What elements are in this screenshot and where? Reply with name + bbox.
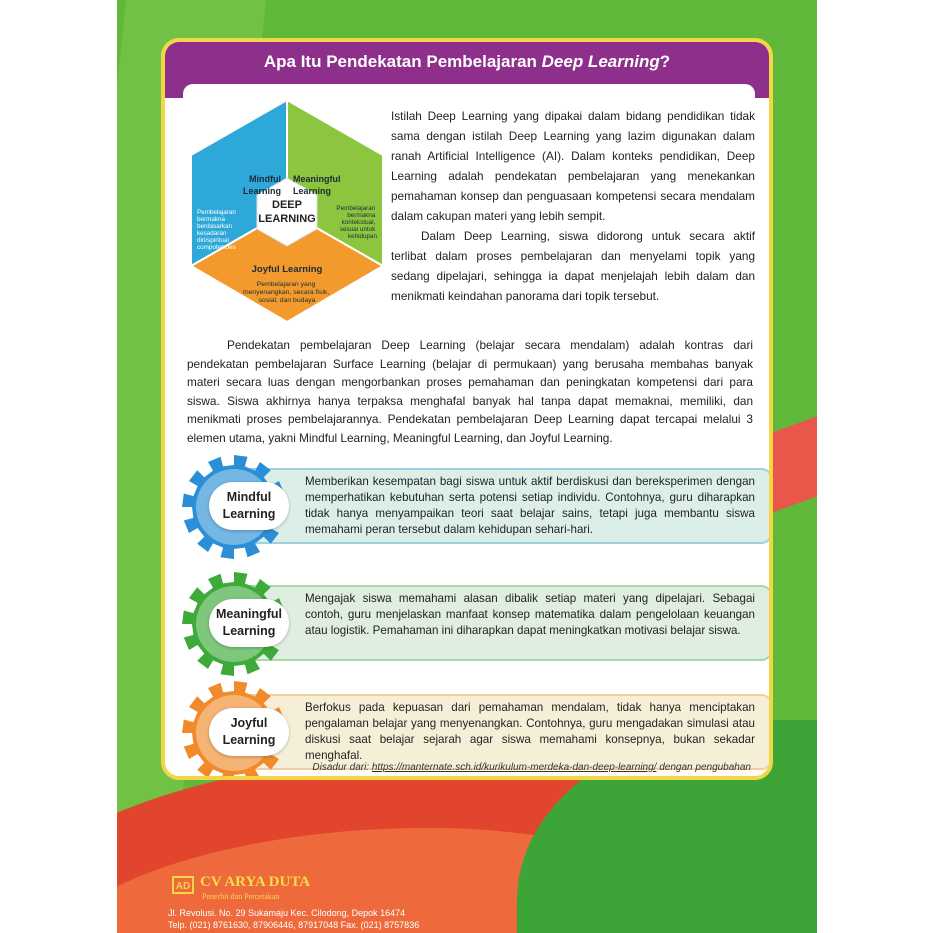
- source-prefix: Disadur dari:: [312, 762, 372, 773]
- header-edge: [183, 84, 755, 98]
- mindful-title-1: Mindful: [249, 174, 281, 184]
- element-label: Meaningful Learning: [209, 599, 289, 647]
- source-suffix: dengan pengubahan: [656, 762, 751, 773]
- intro-text: [391, 106, 755, 306]
- content-card: [161, 38, 773, 780]
- meaningful-title-1: Meaningful: [293, 174, 341, 184]
- title-end: ?: [659, 52, 671, 71]
- intro-paragraph-1: Istilah Deep Learning yang dipakai dalam bidang pendidikan tidak sama dengan istilah Deep Learning yang lazim digunakan dalam ranah Artificial Intelligence (AI). Dalam konteks pendidikan, Deep Learning adalah pendekatan pembelajaran yang menekankan pemahaman konsep dan penguasaan kompetensi secara mendalam dalam cakupan materi yang lebih sempit.: [391, 109, 755, 223]
- joyful-title: Joyful Learning: [251, 264, 323, 275]
- title-italic: Deep Learning: [541, 52, 660, 71]
- meaningful-title-2: Learning: [293, 186, 332, 196]
- publisher-logo: AD: [172, 876, 194, 894]
- element-label: Joyful Learning: [209, 708, 289, 756]
- publisher-subtitle: Penerbit dan Percetakan: [202, 892, 280, 901]
- page-title: [165, 52, 769, 72]
- title-text: Apa Itu Pendekatan Pembelajaran: [263, 52, 542, 71]
- joyful-desc: Pembelajaran yang menyenangkan, secara fisik, sosial, dan budaya: [242, 281, 330, 304]
- intro-paragraph-2: Dalam Deep Learning, siswa didorong untuk secara aktif terlibat dalam proses pembelajaran dan menyelami topik yang sedang dipelajari, sehingga ia dapat menjelajah lebih dalam dan menikmati keindahan panorama dari topik tersebut.: [391, 229, 755, 303]
- element-mindful: [179, 452, 769, 562]
- element-label: Mindful Learning: [209, 482, 289, 530]
- mindful-title-2: Learning: [242, 186, 281, 196]
- source-citation: [165, 762, 751, 773]
- body-paragraph: Pendekatan pembelajaran Deep Learning (belajar secara mendalam) adalah kontras dari pendekatan pembelajaran Surface Learning (belajar di permukaan) yang berusaha membahas banyak materi secara luas dengan mengorbankan proses pemahaman dan peningkatan kompetensi dari para siswa. Siswa akhirnya hanya terpaksa menghafal banyak hal tanpa dapat memaknai, memiliki, dan menikmati proses pembelajarannya. Pendekatan pembelajaran Deep Learning dapat tercapai melalui 3 elemen utama, yakni Mindful Learning, Meaningful Learning, dan Joyful Learning.: [187, 338, 753, 445]
- meaningful-desc: Pembelajaran bermakna kontekstual, sesuai untuk kehidupan: [336, 205, 377, 240]
- element-desc: Mengajak siswa memahami alasan dibalik setiap materi yang dipelajari. Sebagai contoh, guru menjelaskan manfaat konsep matematika dalam pengelolaan keuangan atau logistik. Pemahaman ini diharapkan dapat meningkatkan motivasi belajar siswa.: [305, 592, 755, 637]
- mindful-desc: Pembelajaran bermakna berdasarkan kesadaran diri/spiritual compotencies: [197, 209, 236, 251]
- element-desc: Memberikan kesempatan bagi siswa untuk aktif berdiskusi dan bereksperimen dengan memperhatikan kebutuhan serta potensi setiap individu. Contohnya, guru diharapkan tidak hanya menyampaikan teori saat belajar sains, tetapi juga membantu siswa memahami peran tersebut dalam kehidupan sehari-hari.: [305, 475, 755, 536]
- publisher-name: CV ARYA DUTA: [200, 874, 311, 890]
- deep-learning-diagram: [189, 98, 385, 324]
- source-link[interactable]: https://manternate.sch.id/kurikulum-merdeka-dan-deep-learning/: [371, 762, 657, 773]
- element-desc: Berfokus pada kepuasan dari pemahaman mendalam, tidak hanya menciptakan pengalaman belajar yang menyenangkan. Contohnya, guru mengadakan simulasi atau diskusi saat belajar sejarah agar siswa memahami konsepnya, bukan sekadar menghafal.: [305, 701, 755, 762]
- publisher-phone: Telp. (021) 8761630, 87906446, 87917048 Fax. (021) 8757836: [168, 920, 420, 930]
- red-accent: [767, 405, 817, 514]
- center-label-2: LEARNING: [258, 213, 316, 225]
- publisher-address: Jl. Revolusi. No. 29 Sukamaju Kec. Cilodong, Depok 16474: [168, 908, 406, 918]
- center-label-1: DEEP: [272, 199, 302, 211]
- element-meaningful: [179, 569, 769, 679]
